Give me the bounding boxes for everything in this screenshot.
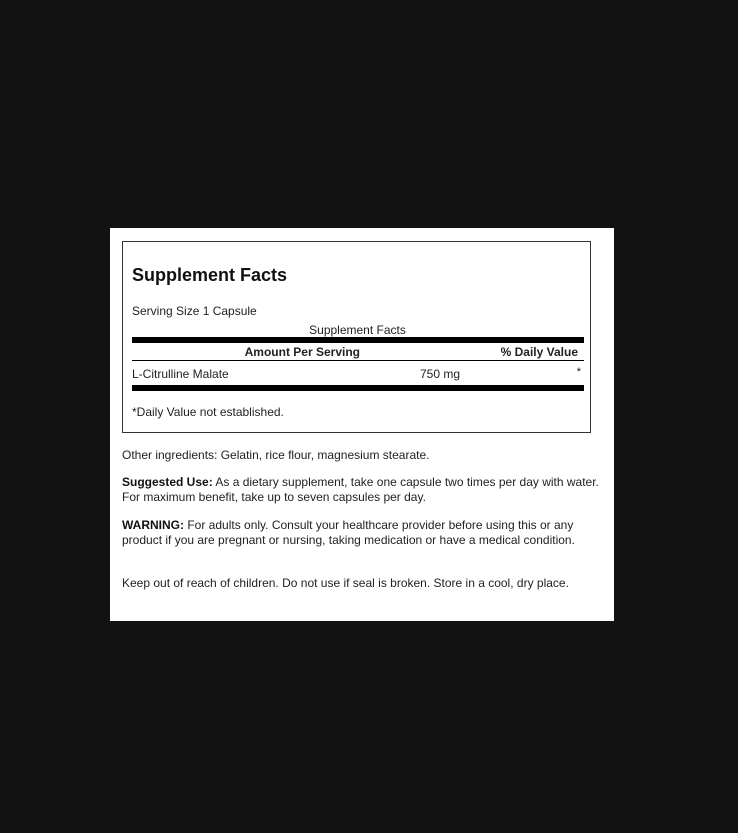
bottom-thick-rule [132,385,584,391]
suggested-use-text: As a dietary supplement, take one capsule two times per day with water. For maximum benefit, take up to seven capsules per day. [122,475,599,504]
daily-value-footnote: *Daily Value not established. [132,405,284,419]
warning-label: WARNING: [122,518,184,532]
ingredient-name: L-Citrulline Malate [132,367,229,381]
supplement-facts-panel [122,241,591,433]
top-thick-rule [132,337,584,343]
supplement-label-card [110,228,614,621]
suggested-use-label: Suggested Use: [122,475,213,489]
other-ingredients: Other ingredients: Gelatin, rice flour, magnesium stearate. [122,448,430,462]
daily-value-header: % Daily Value [500,345,578,359]
warning [122,518,602,548]
serving-size: Serving Size 1 Capsule [132,304,257,318]
suggested-use [122,475,602,505]
ingredient-daily-value: * [576,366,581,378]
amount-per-serving-header: Amount Per Serving [244,345,360,359]
ingredient-amount: 750 mg [420,367,461,381]
table-caption: Supplement Facts [309,323,406,337]
warning-text: For adults only. Consult your healthcare provider before using this or any product if you are pregnant or nursing, taking medication or have a medical condition. [122,518,575,547]
header-divider-rule [132,360,584,361]
facts-title: Supplement Facts [132,265,288,285]
storage-instructions: Keep out of reach of children. Do not use if seal is broken. Store in a cool, dry place. [122,576,569,590]
